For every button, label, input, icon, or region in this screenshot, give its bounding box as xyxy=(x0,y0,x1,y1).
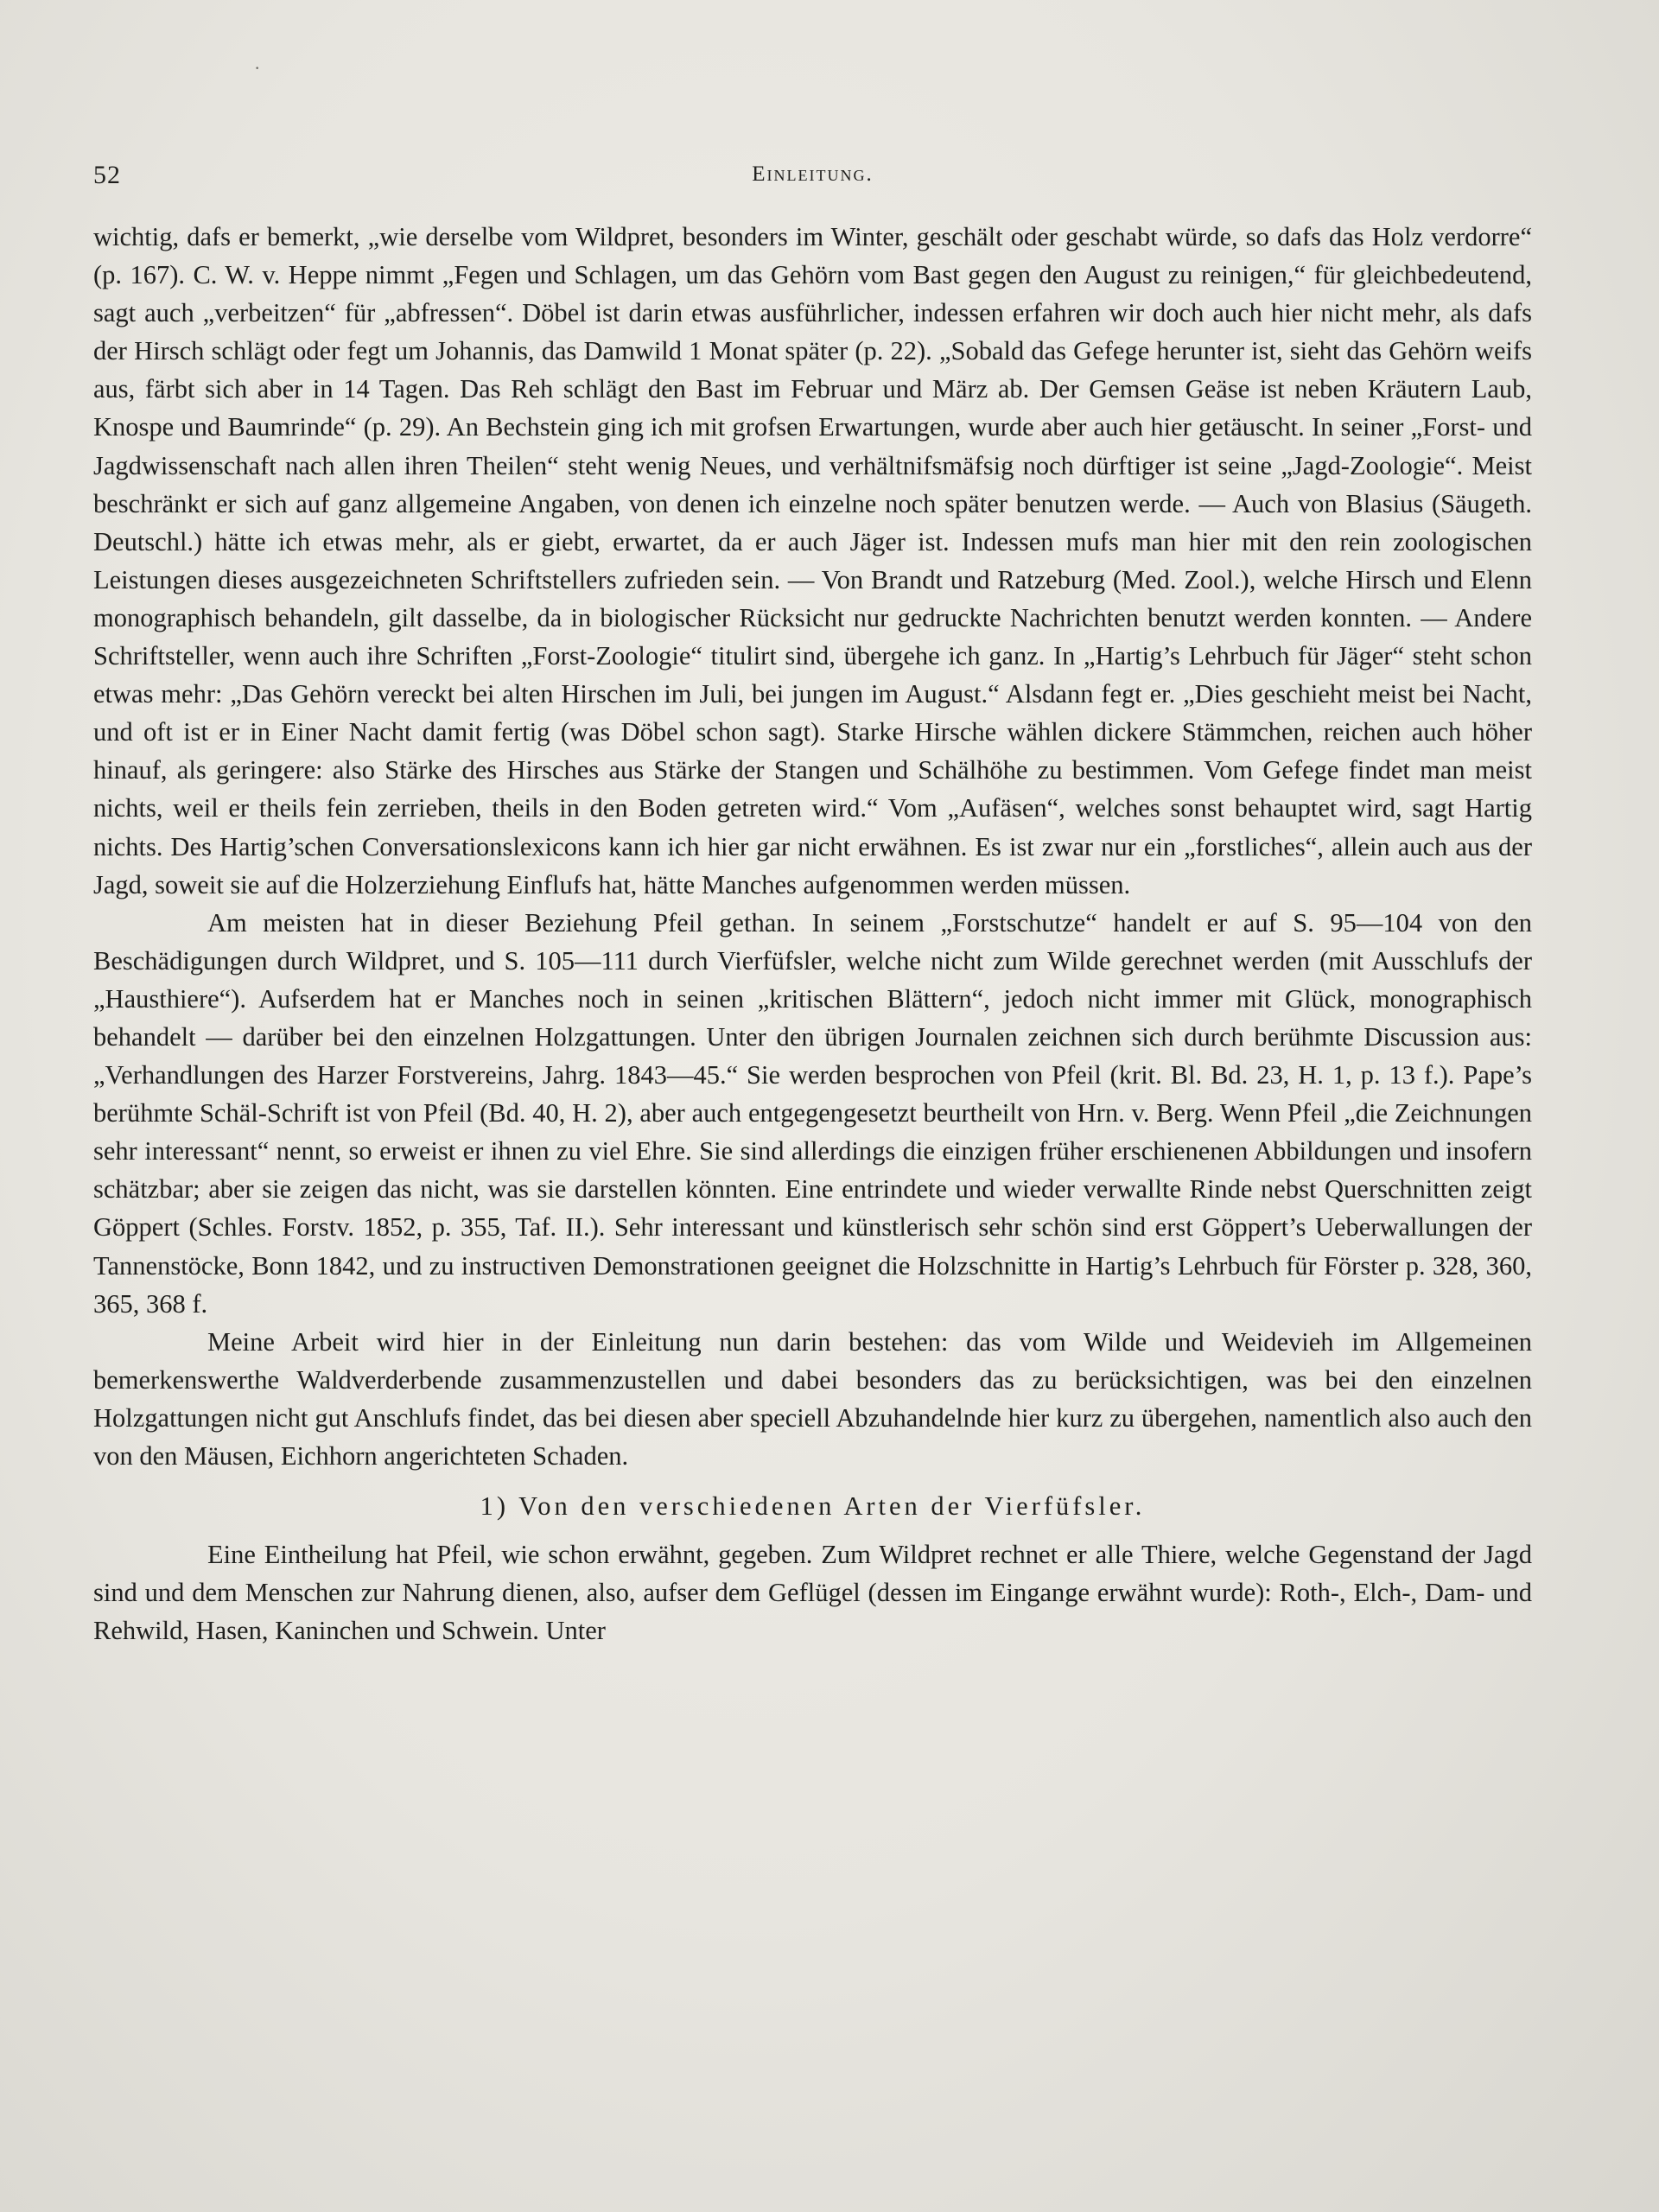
paragraph-meine-arbeit: Meine Arbeit wird hier in der Einleitung nun darin bestehen: das vom Wilde und Weidevieh im Allgemeinen bemerkenswerthe Waldverderbende zusammenzustellen und dabei besonders das zu berücksichtigen, was bei den einzelnen Holzgattungen nicht gut Anschlufs findet, das bei diesen aber speciell Abzuhandelnde hier kurz zu übergehen, namentlich also auch den von den Mäusen, Eichhorn angerichteten Schaden. xyxy=(93,1326,1532,1471)
paragraph-eintheilung: Eine Eintheilung hat Pfeil, wie schon erwähnt, gegeben. Zum Wildpret rechnet er alle Thiere, welche Gegenstand der Jagd sind und dem Menschen zur Nahrung dienen, also, aufser dem Geflügel (dessen im Eingange erwähnt wurde): Roth-, Elch-, Dam- und Rehwild, Hasen, Kaninchen und Schwein. Unter xyxy=(93,1540,1532,1646)
page-number: 52 xyxy=(93,161,121,189)
ink-speck: · xyxy=(254,57,261,79)
running-head: Einleitung. xyxy=(752,162,874,186)
book-page xyxy=(93,156,1532,1649)
page-body xyxy=(93,218,1532,1649)
paragraph-continued: wichtig, dafs er bemerkt, „wie derselbe vom Wildpret, besonders im Winter, geschält oder geschabt würde, so dafs das Holz verdorre“ (p. 167). C. W. v. Heppe nimmt „Fegen und Schlagen, um das Gehörn vom Bast gegen den August zu reinigen,“ für gleichbedeutend, sagt auch „verbeitzen“ für „abfressen“. Döbel ist darin etwas ausführlicher, indessen erfahren wir doch auch hier nicht mehr, als dafs der Hirsch schlägt oder fegt um Johannis, das Damwild 1 Monat später (p. 22). „Sobald das Gefege herunter ist, sieht das Gehörn weifs aus, färbt sich aber in 14 Tagen. Das Reh schlägt den Bast im Februar und März ab. Der Gemsen Geäse ist neben Kräutern Laub, Knospe und Baumrinde“ (p. 29). An Bechstein ging ich mit grofsen Erwartungen, wurde aber auch hier getäuscht. In seiner „Forst- und Jagdwissenschaft nach allen ihren Theilen“ steht wenig Neues, und verhältnifsmäfsig noch dürftiger ist seine „Jagd-Zoologie“. Meist beschränkt er sich auf ganz allgemeine Angaben, von denen ich einzelne noch später benutzen werde. — Auch von Blasius (Säugeth. Deutschl.) hätte ich etwas mehr, als er giebt, erwartet, da er auch Jäger ist. Indessen mufs man hier mit den rein zoologischen Leistungen dieses ausgezeichneten Schriftstellers zufrieden sein. — Von Brandt und Ratzeburg (Med. Zool.), welche Hirsch und Elenn monographisch behandeln, gilt dasselbe, da in biologischer Rücksicht nur gedruckte Nachrichten benutzt werden konnten. — Andere Schriftsteller, wenn auch ihre Schriften „Forst-Zoologie“ titulirt sind, übergehe ich ganz. In „Hartig’s Lehrbuch für Jäger“ steht schon etwas mehr: „Das Gehörn vereckt bei alten Hirschen im Juli, bei jungen im August.“ Alsdann fegt er. „Dies geschieht meist bei Nacht, und oft ist er in Einer Nacht damit fertig (was Döbel schon sagt). Starke Hirsche wählen dickere Stämmchen, reichen auch höher hinauf, als geringere: also Stärke des Hirsches aus Stärke der Stangen und Schälhöhe zu bestimmen. Vom Gefege findet man meist nichts, weil er theils fein zerrieben, theils in den Boden getreten wird.“ Vom „Aufäsen“, welches sonst behauptet wird, sagt Hartig nichts. Des Hartig’schen Conversationslexicons kann ich hier gar nicht erwähnen. Es ist zwar nur ein „forstliches“, allein auch aus der Jagd, soweit sie auf die Holzerziehung Einflufs hat, hätte Manches aufgenommen werden müssen. xyxy=(93,222,1532,899)
page-header xyxy=(93,156,1532,218)
section-heading: 1) Von den verschiedenen Arten der Vierfüfsler. xyxy=(480,1491,1146,1522)
paragraph-pfeil: Am meisten hat in dieser Beziehung Pfeil gethan. In seinem „Forstschutze“ handelt er auf S. 95—104 von den Beschädigungen durch Wildpret, und S. 105—111 durch Vierfüfsler, welche nicht zum Wilde gerechnet werden (mit Ausschlufs der „Hausthiere“). Aufserdem hat er Manches noch in seinen „kritischen Blättern“, jedoch nicht immer mit Glück, monographisch behandelt — darüber bei den einzelnen Holzgattungen. Unter den übrigen Journalen zeichnen sich durch berühmte Discussion aus: „Verhandlungen des Harzer Forstvereins, Jahrg. 1843—45.“ Sie werden besprochen von Pfeil (krit. Bl. Bd. 23, H. 1, p. 13 f.). Pape’s berühmte Schäl-Schrift ist von Pfeil (Bd. 40, H. 2), aber auch entgegengesetzt beurtheilt von Hrn. v. Berg. Wenn Pfeil „die Zeichnungen sehr interessant“ nennt, so erweist er ihnen zu viel Ehre. Sie sind allerdings die einzigen früher erschienenen Abbildungen und insofern schätzbar; aber sie zeigen das nicht, was sie darstellen könnten. Eine entrindete und wieder verwallte Rinde nebst Querschnitten zeigt Göppert (Schles. Forstv. 1852, p. 355, Taf. II.). Sehr interessant und künstlerisch sehr schön sind erst Göppert’s Ueberwallungen der Tannenstöcke, Bonn 1842, und zu instructiven Demonstrationen geeignet die Holzschnitte in Hartig’s Lehrbuch für Förster p. 328, 360, 365, 368 f. xyxy=(93,907,1532,1319)
